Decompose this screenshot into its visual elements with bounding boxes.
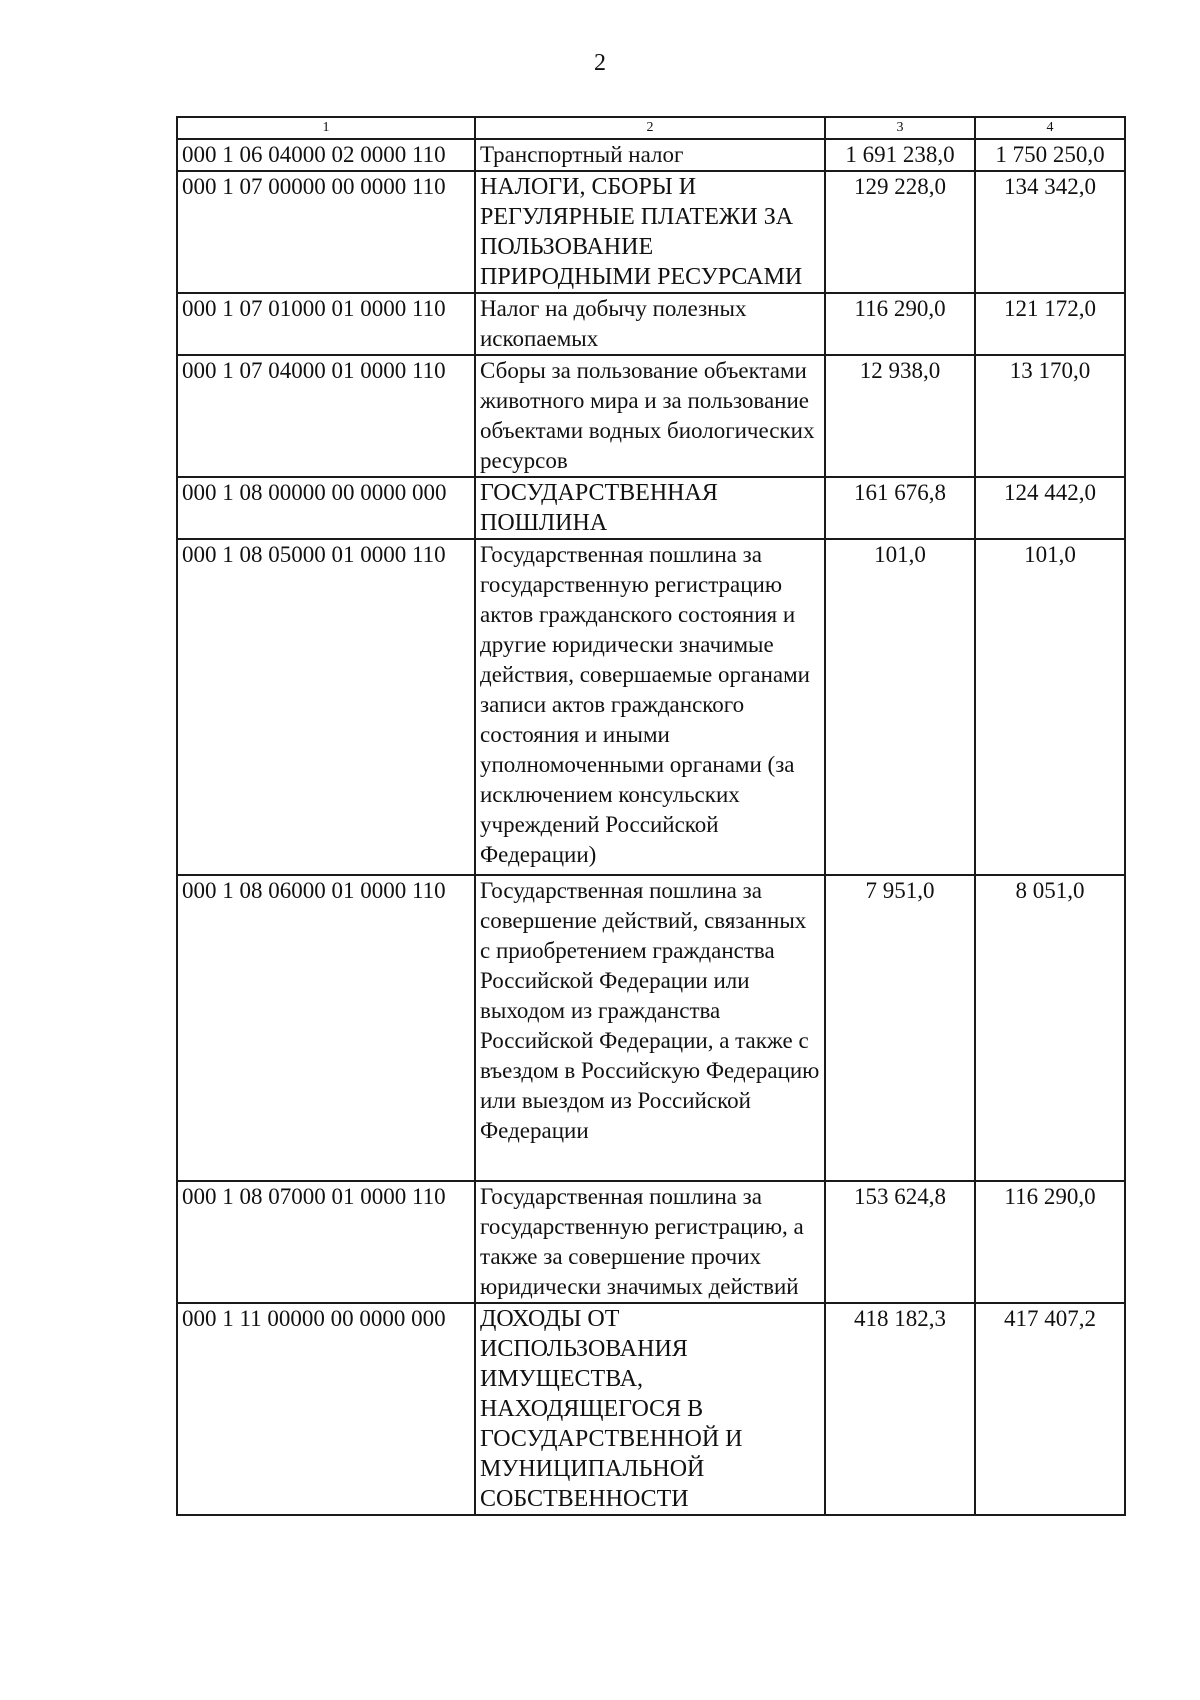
- revenue-name-cell: Государственная пошлина за государственную регистрацию актов гражданского состояния и другие юридически значимые действия, совершаемые органами записи актов гражданского состояния и иными уполномоченными органами (за исключением консульских учреждений Российской Федерации): [475, 539, 825, 875]
- budget-code-cell: 000 1 08 07000 01 0000 110: [177, 1181, 475, 1303]
- page-number: 2: [594, 50, 606, 76]
- amount-col4-cell: 101,0: [975, 539, 1125, 875]
- table-row: [177, 355, 1125, 477]
- table-row: [177, 139, 1125, 171]
- amount-col3-cell: 418 182,3: [825, 1303, 975, 1515]
- column-header-3: 3: [825, 117, 975, 139]
- budget-code-cell: 000 1 07 00000 00 0000 110: [177, 171, 475, 293]
- table-row: [177, 539, 1125, 875]
- revenue-name-cell: ГОСУДАРСТВЕННАЯ ПОШЛИНА: [475, 477, 825, 539]
- table-row: [177, 477, 1125, 539]
- revenue-name-cell: Государственная пошлина за государственную регистрацию, а также за совершение прочих юридически значимых действий: [475, 1181, 825, 1303]
- budget-code-cell: 000 1 07 04000 01 0000 110: [177, 355, 475, 477]
- table-row: [177, 171, 1125, 293]
- table-row: [177, 875, 1125, 1181]
- budget-code-cell: 000 1 07 01000 01 0000 110: [177, 293, 475, 355]
- table-row: [177, 293, 1125, 355]
- table-header: [177, 117, 1125, 139]
- revenue-name-cell: Налог на добычу полезных ископаемых: [475, 293, 825, 355]
- amount-col3-cell: 129 228,0: [825, 171, 975, 293]
- header-row: [177, 117, 1125, 139]
- revenue-name-cell: НАЛОГИ, СБОРЫ И РЕГУЛЯРНЫЕ ПЛАТЕЖИ ЗА ПОЛЬЗОВАНИЕ ПРИРОДНЫМИ РЕСУРСАМИ: [475, 171, 825, 293]
- amount-col3-cell: 1 691 238,0: [825, 139, 975, 171]
- amount-col4-cell: 417 407,2: [975, 1303, 1125, 1515]
- amount-col4-cell: 121 172,0: [975, 293, 1125, 355]
- budget-code-cell: 000 1 08 05000 01 0000 110: [177, 539, 475, 875]
- amount-col3-cell: 7 951,0: [825, 875, 975, 1181]
- column-header-4: 4: [975, 117, 1125, 139]
- amount-col3-cell: 153 624,8: [825, 1181, 975, 1303]
- revenue-name-cell: Сборы за пользование объектами животного мира и за пользование объектами водных биологических ресурсов: [475, 355, 825, 477]
- table-row: [177, 1181, 1125, 1303]
- budget-code-cell: 000 1 11 00000 00 0000 000: [177, 1303, 475, 1515]
- amount-col3-cell: 161 676,8: [825, 477, 975, 539]
- column-header-1: 1: [177, 117, 475, 139]
- amount-col4-cell: 116 290,0: [975, 1181, 1125, 1303]
- budget-code-cell: 000 1 06 04000 02 0000 110: [177, 139, 475, 171]
- budget-table: [176, 116, 1126, 1516]
- table-row: [177, 1303, 1125, 1515]
- revenue-name-cell: Транспортный налог: [475, 139, 825, 171]
- amount-col3-cell: 12 938,0: [825, 355, 975, 477]
- amount-col4-cell: 134 342,0: [975, 171, 1125, 293]
- amount-col4-cell: 124 442,0: [975, 477, 1125, 539]
- budget-code-cell: 000 1 08 06000 01 0000 110: [177, 875, 475, 1181]
- amount-col3-cell: 116 290,0: [825, 293, 975, 355]
- budget-code-cell: 000 1 08 00000 00 0000 000: [177, 477, 475, 539]
- amount-col4-cell: 13 170,0: [975, 355, 1125, 477]
- column-header-2: 2: [475, 117, 825, 139]
- revenue-name-cell: ДОХОДЫ ОТ ИСПОЛЬЗОВАНИЯ ИМУЩЕСТВА, НАХОДЯЩЕГОСЯ В ГОСУДАРСТВЕННОЙ И МУНИЦИПАЛЬНОЙ СОБСТВЕННОСТИ: [475, 1303, 825, 1515]
- amount-col3-cell: 101,0: [825, 539, 975, 875]
- revenue-name-cell: Государственная пошлина за совершение действий, связанных с приобретением гражданства Российской Федерации или выходом из гражданства Российской Федерации, а также с въездом в Российскую Федерацию или выездом из Российской Федерации: [475, 875, 825, 1181]
- amount-col4-cell: 1 750 250,0: [975, 139, 1125, 171]
- table-body: [177, 139, 1125, 1515]
- amount-col4-cell: 8 051,0: [975, 875, 1125, 1181]
